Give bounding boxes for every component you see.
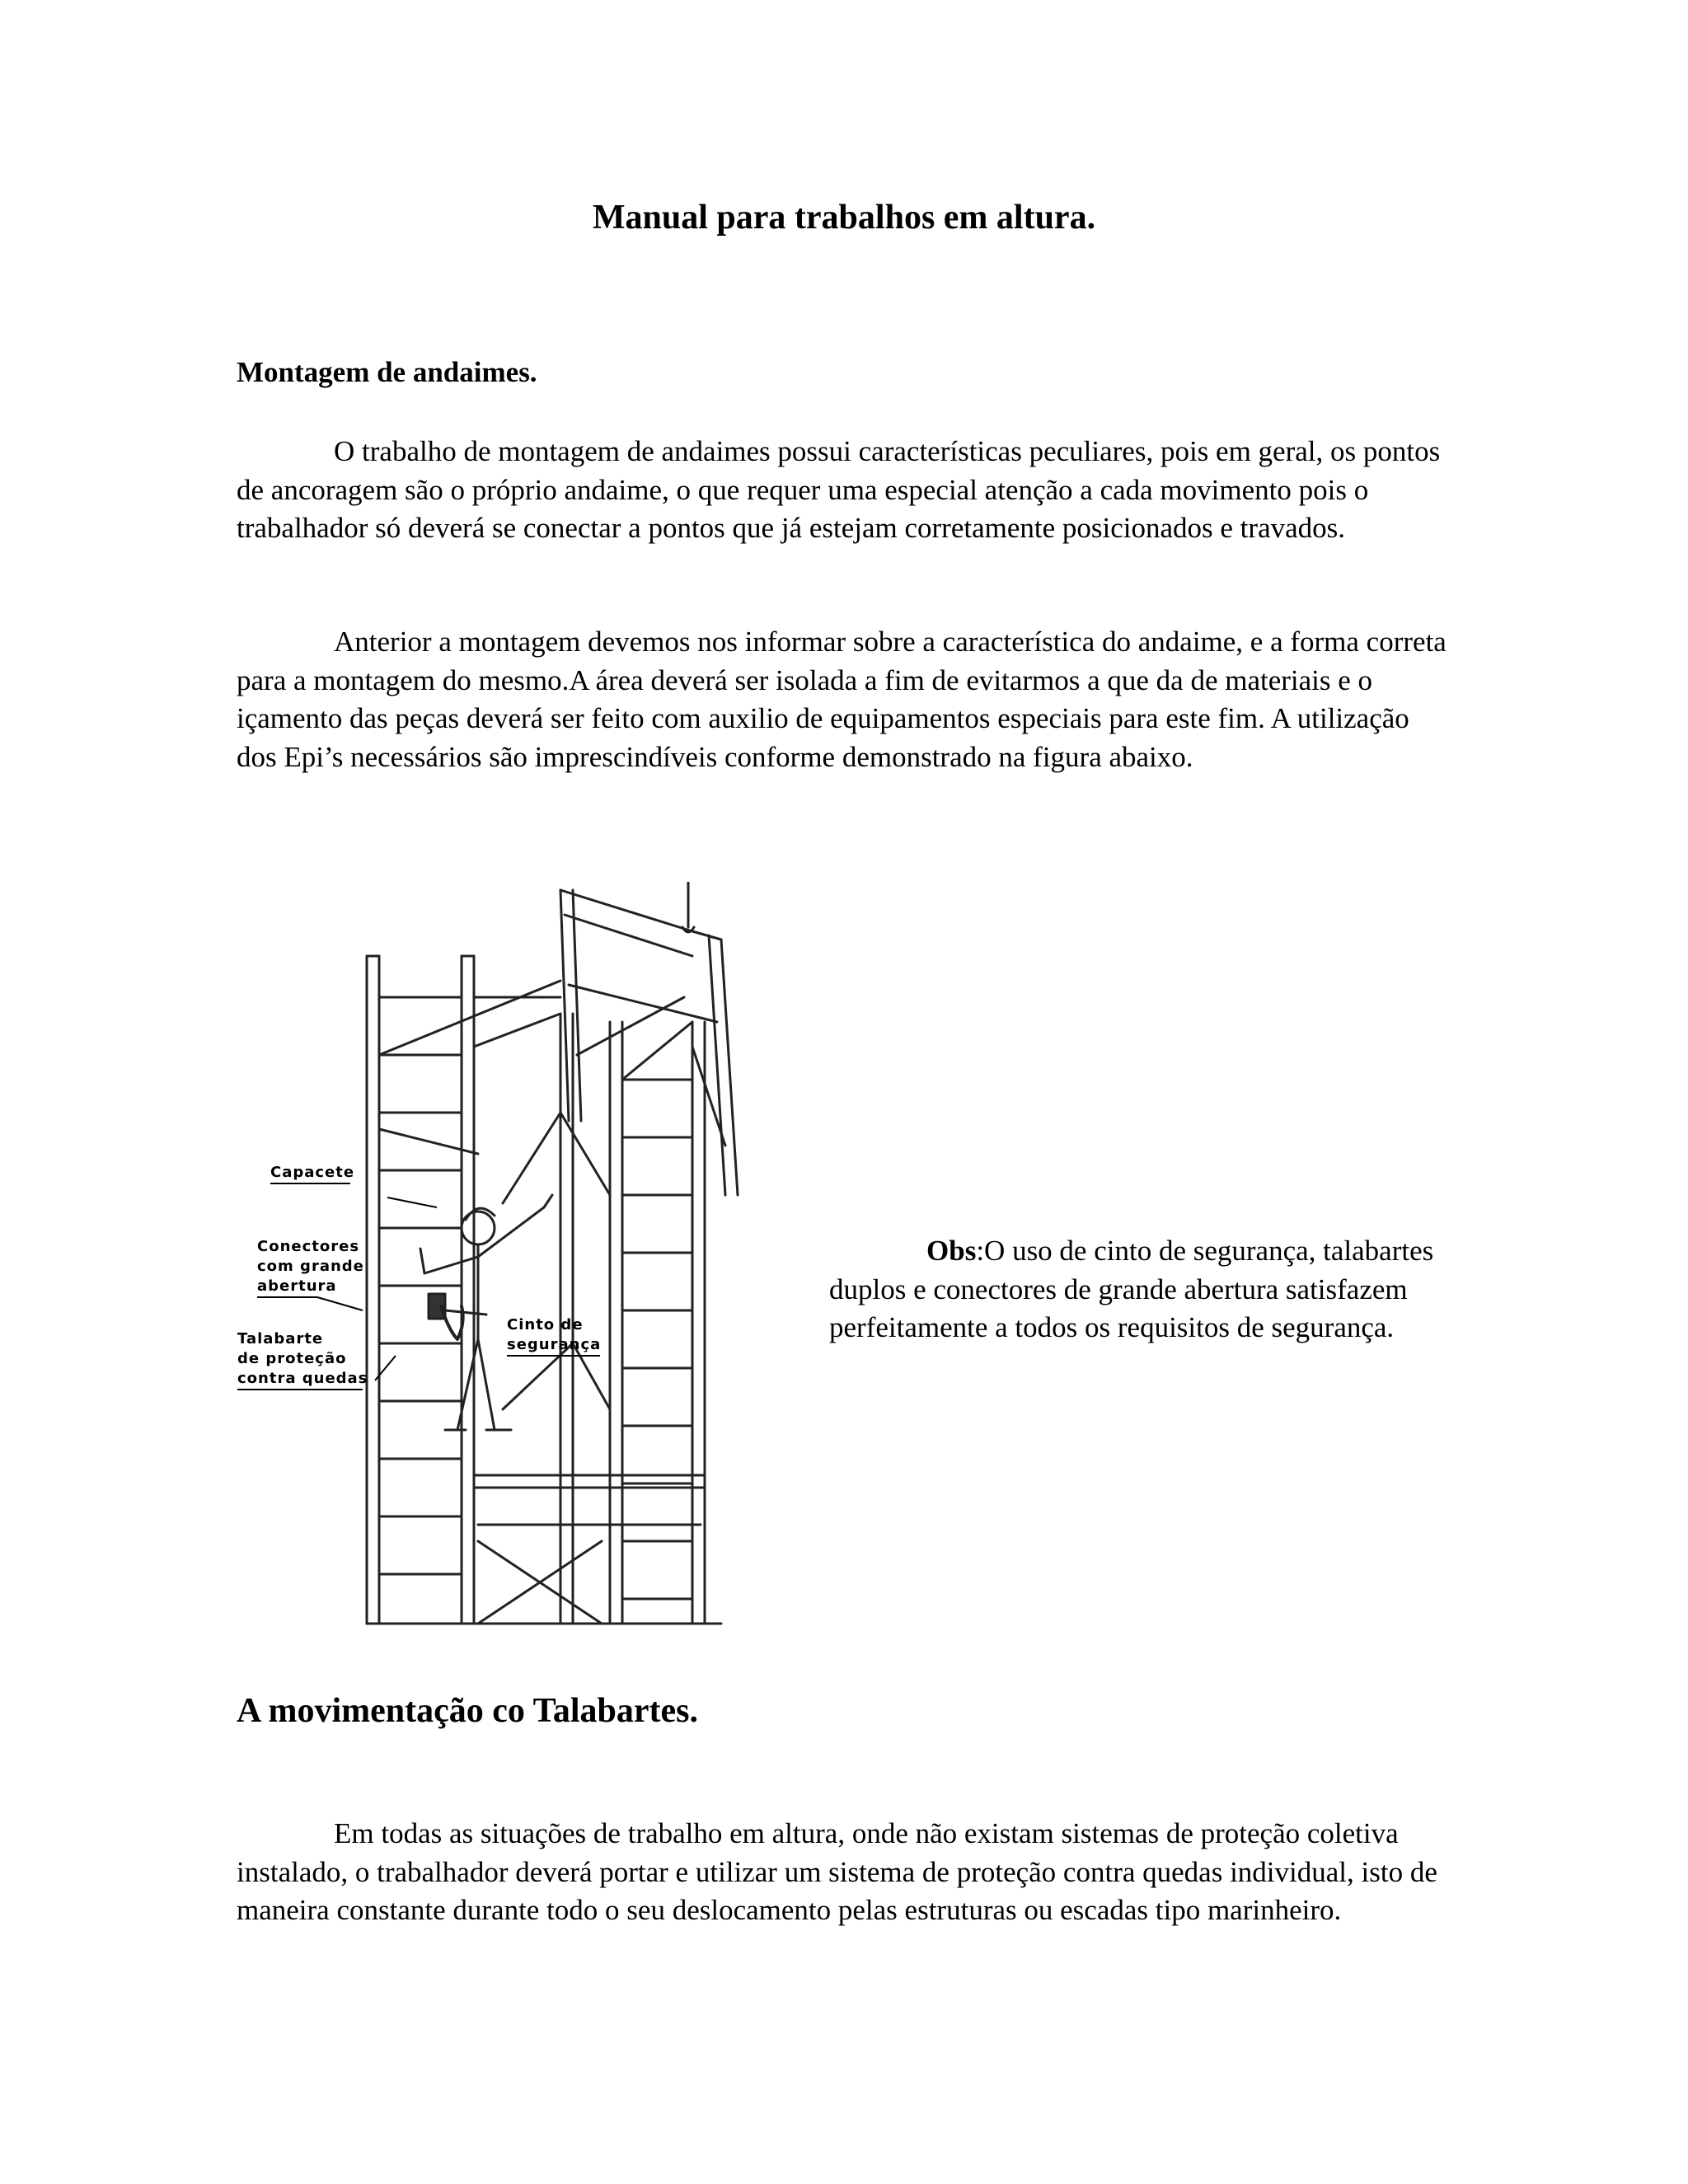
section-heading-montagem: Montagem de andaimes. (237, 356, 537, 388)
paragraph-talabartes-1: Em todas as situações de trabalho em altura, onde não existam sistemas de proteção coletiva instalado, o trabalhador deverá portar e utilizar um sistema de proteção contra quedas individual, isto de maneira constante durante todo o seu deslocamento pelas estruturas ou escadas tipo marinheiro. (237, 1817, 1437, 1926)
paragraph-montagem-1: O trabalho de montagem de andaimes possui características peculiares, pois em geral, os pontos de ancoragem são o próprio andaime, o que requer uma especial atenção a cada movimento pois o trabalhador só deverá se conectar a pontos que já estejam corretamente posicionados e travados. (237, 435, 1441, 544)
obs-note (829, 1232, 1472, 1347)
label-talabarte-3: contra quedas (237, 1370, 368, 1387)
label-talabarte-2: de proteção (237, 1350, 347, 1367)
label-conectores-1: Conectores (257, 1238, 360, 1255)
page-title: Manual para trabalhos em altura. (592, 199, 1096, 237)
label-capacete: Capacete (270, 1164, 355, 1181)
label-talabarte-1: Talabarte (237, 1330, 324, 1347)
scaffold-drawing (231, 882, 824, 1632)
label-conectores-2: com grande (257, 1258, 364, 1275)
obs-text: :O uso de cinto de segurança, talabartes duplos e conectores de grande abertura satisfazem perfeitamente a todos os requisitos de segurança. (829, 1235, 1434, 1343)
obs-label: Obs (926, 1235, 977, 1267)
label-cinto-2: segurança (507, 1336, 602, 1353)
paragraph-montagem-2: Anterior a montagem devemos nos informar sobre a característica do andaime, e a forma correta para a montagem do mesmo.A área deverá ser isolada a fim de evitarmos a que da de materiais e o içamento das peças deverá ser feito com auxilio de equipamentos especiais para este fim. A utilização dos Epi’s necessários são imprescindíveis conforme demonstrado na figura abaixo. (237, 626, 1447, 773)
label-conectores-3: abertura (257, 1277, 337, 1295)
scaffold-illustration (231, 882, 824, 1632)
section-heading-talabartes: A movimentação co Talabartes. (237, 1692, 698, 1730)
label-cinto-1: Cinto de (507, 1316, 584, 1333)
